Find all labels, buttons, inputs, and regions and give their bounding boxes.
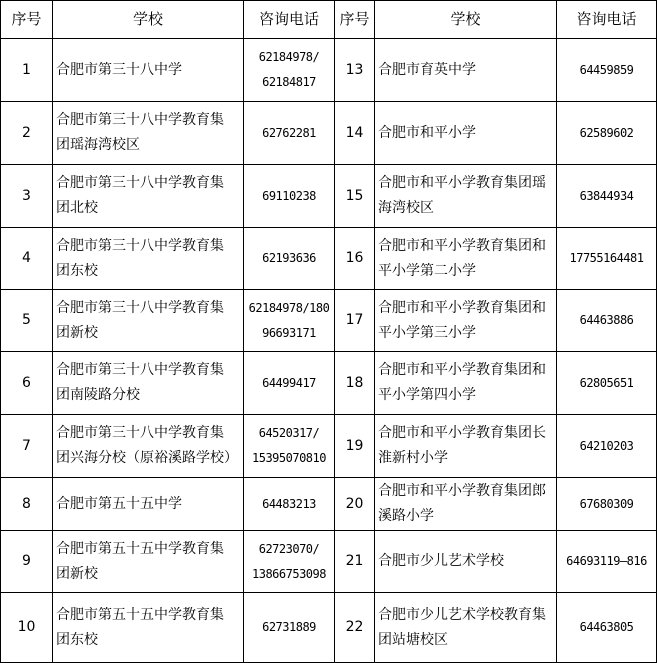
phone-number bbox=[557, 228, 657, 290]
school-name bbox=[375, 478, 557, 531]
school-name bbox=[53, 415, 244, 478]
phone-number bbox=[557, 478, 657, 531]
school-name bbox=[53, 39, 244, 102]
row-number: 22 bbox=[335, 593, 375, 663]
row-number: 5 bbox=[1, 290, 53, 352]
table-row bbox=[1, 478, 657, 531]
school-name-line: 合肥市少儿艺术学校 bbox=[378, 553, 504, 569]
header-no: 序号 bbox=[335, 1, 375, 39]
phone-number bbox=[557, 165, 657, 228]
header-phone: 咨询电话 bbox=[557, 1, 657, 39]
school-name-line: 平小学第三小学 bbox=[378, 324, 476, 341]
phone-number-line: 62184978/ bbox=[258, 50, 320, 64]
phone-number-line: 62731889 bbox=[262, 620, 316, 634]
row-number: 20 bbox=[335, 478, 375, 531]
school-name-line: 团东校 bbox=[56, 631, 98, 648]
school-name-line: 合肥市第三十八中学 bbox=[56, 61, 182, 78]
school-name-line: 团东校 bbox=[56, 262, 98, 279]
phone-number bbox=[244, 593, 335, 663]
school-name bbox=[375, 352, 557, 415]
school-name-line: 合肥市第三十八中学教育集 bbox=[56, 112, 224, 128]
school-name-line: 合肥市第三十八中学教育集 bbox=[56, 237, 224, 254]
phone-number-line: 62589602 bbox=[579, 125, 634, 140]
school-name-line: 合肥市第三十八中学教育集 bbox=[56, 175, 224, 191]
row-number: 10 bbox=[1, 593, 53, 663]
school-name-line: 团南陵路分校 bbox=[56, 387, 140, 403]
phone-number-line: 62805651 bbox=[579, 375, 634, 390]
phone-number bbox=[244, 415, 335, 478]
row-number: 3 bbox=[1, 165, 53, 228]
row-number: 16 bbox=[335, 228, 375, 290]
table-row bbox=[1, 593, 657, 663]
school-name-line: 合肥市和平小学教育集团和 bbox=[378, 237, 546, 254]
school-name bbox=[53, 531, 244, 593]
school-name bbox=[53, 102, 244, 165]
phone-number bbox=[244, 352, 335, 415]
row-number: 6 bbox=[1, 352, 53, 415]
phone-number-line: 17755164481 bbox=[569, 251, 644, 265]
phone-number-line: 64520317/ bbox=[258, 426, 320, 440]
school-name-line: 团新校 bbox=[56, 324, 98, 341]
school-name-line: 团兴海分校（原裕溪路学校） bbox=[56, 450, 238, 466]
table-row bbox=[1, 415, 657, 478]
school-name-line: 平小学第二小学 bbox=[378, 262, 476, 279]
school-name bbox=[53, 352, 244, 415]
school-name-line: 合肥市少儿艺术学校教育集 bbox=[378, 606, 546, 623]
phone-number-line: 64463886 bbox=[579, 313, 634, 327]
school-name-line: 合肥市第三十八中学教育集 bbox=[56, 425, 224, 441]
school-name bbox=[375, 531, 557, 593]
table-row bbox=[1, 290, 657, 352]
school-name-line: 团北校 bbox=[56, 200, 98, 216]
row-number: 4 bbox=[1, 228, 53, 290]
row-number: 18 bbox=[335, 352, 375, 415]
phone-number-line: 64459859 bbox=[579, 62, 634, 77]
row-number: 7 bbox=[1, 415, 53, 478]
phone-number-line: 15395070810 bbox=[252, 451, 326, 465]
row-number: 13 bbox=[335, 39, 375, 102]
school-name-line: 团站塘校区 bbox=[378, 631, 448, 648]
phone-number-line: 64499417 bbox=[262, 375, 316, 390]
phone-number bbox=[557, 290, 657, 352]
phone-number bbox=[244, 290, 335, 352]
row-number: 14 bbox=[335, 102, 375, 165]
phone-number bbox=[244, 228, 335, 290]
phone-number-line: 96693171 bbox=[262, 325, 316, 340]
phone-number bbox=[557, 39, 657, 102]
school-name-line: 团瑶海湾校区 bbox=[56, 137, 140, 153]
school-name bbox=[53, 478, 244, 531]
phone-number-line: 63844934 bbox=[579, 188, 634, 203]
school-name bbox=[53, 593, 244, 663]
school-name bbox=[375, 165, 557, 228]
table-row bbox=[1, 352, 657, 415]
school-name-line: 合肥市第五十五中学 bbox=[56, 495, 182, 512]
phone-number-line: 62723070/ bbox=[258, 541, 320, 556]
header-phone: 咨询电话 bbox=[244, 1, 335, 39]
school-name bbox=[375, 228, 557, 290]
phone-number bbox=[244, 165, 335, 228]
row-number: 9 bbox=[1, 531, 53, 593]
phone-number-line: 62184817 bbox=[262, 75, 316, 89]
header-no: 序号 bbox=[1, 1, 53, 39]
school-name bbox=[375, 593, 557, 663]
table-row bbox=[1, 102, 657, 165]
school-name bbox=[53, 165, 244, 228]
school-name bbox=[53, 290, 244, 352]
phone-number-line: 62193636 bbox=[262, 251, 316, 265]
phone-number-line: 69110238 bbox=[262, 188, 316, 203]
phone-number bbox=[244, 531, 335, 593]
phone-number-line: 62184978/180 bbox=[248, 300, 330, 315]
school-name-line: 溪路小学 bbox=[378, 508, 434, 524]
header-row bbox=[1, 1, 657, 39]
school-name-line: 合肥市第五十五中学教育集 bbox=[56, 606, 224, 623]
row-number: 1 bbox=[1, 39, 53, 102]
school-name bbox=[375, 415, 557, 478]
phone-number-line: 64693119—816 bbox=[566, 554, 647, 568]
school-name-line: 合肥市和平小学教育集团和 bbox=[378, 362, 546, 378]
phone-number-line: 64463805 bbox=[579, 620, 634, 634]
school-name-line: 合肥市和平小学教育集团和 bbox=[378, 299, 546, 316]
phone-number-line: 13866753098 bbox=[252, 566, 326, 581]
school-name-line: 合肥市第三十八中学教育集 bbox=[56, 362, 224, 378]
table-row bbox=[1, 228, 657, 290]
phone-number-line: 64483213 bbox=[262, 496, 316, 511]
phone-number bbox=[244, 478, 335, 531]
school-name bbox=[53, 228, 244, 290]
header-school: 学校 bbox=[53, 1, 244, 39]
school-name bbox=[375, 290, 557, 352]
phone-number bbox=[557, 415, 657, 478]
phone-number bbox=[244, 102, 335, 165]
school-name-line: 合肥市第三十八中学教育集 bbox=[56, 299, 224, 316]
table-row bbox=[1, 165, 657, 228]
header-school: 学校 bbox=[375, 1, 557, 39]
school-name bbox=[375, 39, 557, 102]
phone-number bbox=[557, 593, 657, 663]
phone-number bbox=[557, 102, 657, 165]
row-number: 8 bbox=[1, 478, 53, 531]
phone-number bbox=[557, 352, 657, 415]
school-name-line: 合肥市第五十五中学教育集 bbox=[56, 540, 224, 557]
row-number: 17 bbox=[335, 290, 375, 352]
school-name-line: 合肥市和平小学 bbox=[378, 124, 476, 141]
school-name-line: 合肥市和平小学教育集团瑶 bbox=[378, 175, 546, 191]
table-row bbox=[1, 531, 657, 593]
phone-number bbox=[557, 531, 657, 593]
school-name bbox=[375, 102, 557, 165]
phone-number bbox=[244, 39, 335, 102]
phone-number-line: 62762281 bbox=[262, 125, 316, 140]
school-name-line: 合肥市和平小学教育集团郎 bbox=[378, 483, 546, 499]
school-name-line: 淮新村小学 bbox=[378, 450, 448, 466]
row-number: 21 bbox=[335, 531, 375, 593]
phone-number-line: 67680309 bbox=[579, 496, 634, 511]
school-name-line: 平小学第四小学 bbox=[378, 387, 476, 403]
phone-number-line: 64210203 bbox=[579, 438, 634, 453]
school-name-line: 团新校 bbox=[56, 565, 98, 582]
table-row bbox=[1, 39, 657, 102]
row-number: 19 bbox=[335, 415, 375, 478]
row-number: 2 bbox=[1, 102, 53, 165]
school-name-line: 合肥市和平小学教育集团长 bbox=[378, 425, 546, 441]
row-number: 15 bbox=[335, 165, 375, 228]
school-name-line: 海湾校区 bbox=[378, 200, 434, 216]
school-name-line: 合肥市育英中学 bbox=[378, 61, 476, 78]
